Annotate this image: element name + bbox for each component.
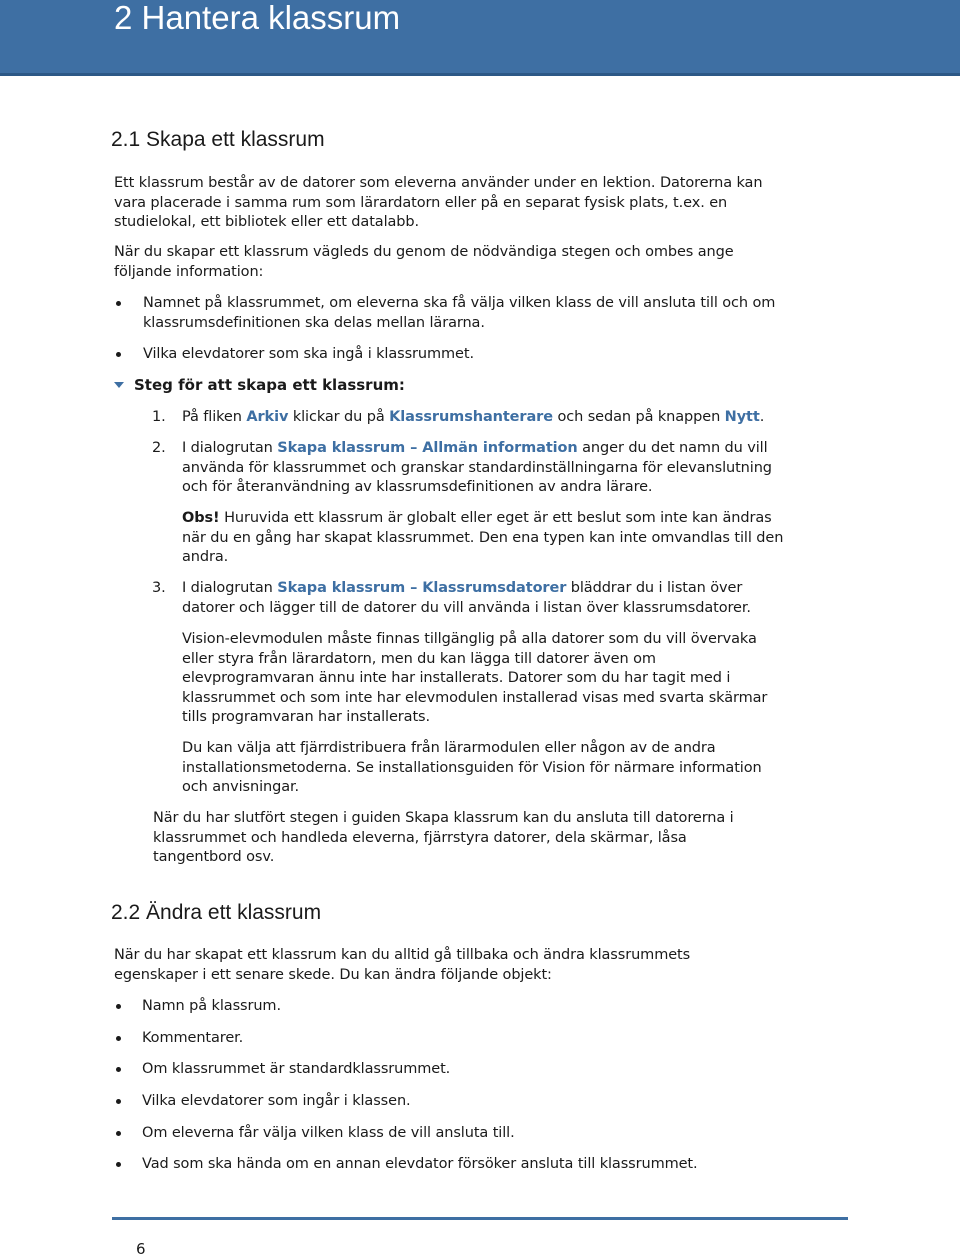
text-line: Ett klassrum består av de datorer som eleverna använder under en lektion. Datorerna kan (114, 175, 763, 191)
text-line: Vision-elevmodulen måste finnas tillgänglig på alla datorer som du vill övervaka (182, 631, 757, 647)
bullet-icon (116, 1004, 121, 1009)
chapter-title: 2 Hantera klassrum (114, 0, 401, 36)
text-line: När du skapar ett klassrum vägleds du genom de nödvändiga stegen och ombes ange (114, 244, 734, 260)
text-line: klassrummet och handleda eleverna, fjärrstyra datorer, dela skärmar, låsa (153, 829, 687, 846)
step-text: Huruvida ett klassrum är globalt eller eget är ett beslut som inte kan ändras (219, 510, 772, 526)
ui-term-klassrumshanterare: Klassrumshanterare (389, 409, 553, 425)
list-item: Vilka elevdatorer som ingår i klassen. (142, 1093, 411, 1109)
ui-term-arkiv: Arkiv (246, 409, 289, 425)
obs-label: Obs! (182, 510, 220, 526)
section-title-2-2: 2.2 Ändra ett klassrum (111, 901, 322, 924)
text-line: andra. (182, 549, 229, 565)
text-line (182, 439, 862, 459)
text-line: tangentbord osv. (153, 849, 275, 865)
text-line: Du kan välja att fjärrdistribuera från lärarmodulen eller någon av de andra (182, 740, 716, 756)
step-text: . (759, 409, 765, 425)
bullet-icon (116, 1036, 121, 1041)
step-2-note (182, 509, 862, 568)
ui-term-nytt: Nytt (724, 409, 760, 425)
text-line: klassrumsdefinitionen ska delas mellan lärarna. (143, 314, 485, 331)
bullet-icon (116, 1162, 121, 1167)
page-number: 6 (136, 1240, 146, 1258)
section1-paragraph-1 (114, 174, 854, 233)
text-line: När du har slutfört stegen i guiden Skapa klassrum kan du ansluta till datorerna i (153, 810, 734, 826)
bullet-icon (116, 1131, 121, 1136)
text-line: eller styra från lärardatorn, men du kan lägga till datorer även om (182, 650, 656, 667)
text-line: elevprogramvaran ännu inte har installerats. Datorer som du har tagit med i (182, 670, 731, 686)
text-line (182, 509, 862, 529)
bullet-icon (116, 352, 121, 357)
text-line: När du har skapat ett klassrum kan du alltid gå tillbaka och ändra klassrummets (114, 947, 691, 963)
text-line: studielokal, ett bibliotek eller ett datalabb. (114, 214, 419, 230)
step-text: och sedan på knappen (552, 409, 725, 425)
ui-term-dialog-datorer: Skapa klassrum – Klassrumsdatorer (277, 580, 567, 596)
list-item: Om eleverna får välja vilken klass de vill ansluta till. (142, 1125, 515, 1141)
section2-intro (114, 946, 854, 985)
step-3 (182, 579, 862, 618)
text-line: när du en gång har skapat klassrummet. Den ena typen kan inte omvandlas till den (182, 529, 784, 546)
bullet-icon (116, 301, 121, 306)
text-line: använda för klassrummet och granskar standardinställningarna för elevanslutning (182, 459, 772, 476)
section-title-2-1: 2.1 Skapa ett klassrum (111, 128, 325, 151)
bullet-icon (116, 1099, 121, 1104)
text-line: följande information: (114, 263, 264, 280)
text-line: tills programvaran har installerats. (182, 709, 431, 725)
step-text: klickar du på (288, 409, 390, 425)
step-2 (182, 439, 862, 498)
list-item: Namn på klassrum. (142, 998, 281, 1014)
step-text: bläddrar du i listan över (566, 580, 743, 596)
step-1 (182, 408, 862, 428)
list-item (143, 345, 863, 365)
text-line: och för återanvändning av klassrumsdefinitionen av andra lärare. (182, 479, 653, 495)
steps-heading[interactable]: Steg för att skapa ett klassrum: (134, 376, 405, 394)
text-line: installationsmetoderna. Se installationsguiden för Vision för närmare information (182, 759, 762, 776)
text-line (182, 579, 862, 599)
text-line: klassrummet och som inte har elevmodulen installerad visas med svarta skärmar (182, 689, 768, 706)
list-item: Vad som ska hända om en annan elevdator försöker ansluta till klassrummet. (142, 1156, 698, 1172)
step-text: I dialogrutan (182, 580, 278, 596)
text-line: Vilka elevdatorer som ska ingå i klassrummet. (143, 346, 474, 362)
text-line: vara placerade i samma rum som lärardatorn eller på en separat fysisk plats, t.ex. en (114, 194, 728, 211)
text-line: datorer och lägger till de datorer du vill använda i listan över klassrumsdatorer. (182, 599, 751, 616)
text-line: Namnet på klassrummet, om eleverna ska få välja vilken klass de vill ansluta till och om (143, 295, 776, 311)
ui-term-dialog-allman: Skapa klassrum – Allmän information (277, 440, 578, 456)
step-number: 2. (152, 440, 166, 456)
closing-paragraph (153, 809, 853, 868)
step-text: I dialogrutan (182, 440, 278, 456)
bullet-icon (116, 1067, 121, 1072)
list-item: Om klassrummet är standardklassrummet. (142, 1061, 451, 1077)
step-3-note-1 (182, 630, 862, 728)
step-3-note-2 (182, 739, 862, 798)
text-line: och anvisningar. (182, 779, 300, 795)
list-item: Kommentarer. (142, 1030, 244, 1046)
chapter-banner (0, 0, 960, 76)
list-item (143, 294, 863, 333)
step-text: anger du det namn du vill (577, 440, 768, 456)
step-number: 1. (152, 409, 166, 425)
text-line: egenskaper i ett senare skede. Du kan ändra följande objekt: (114, 966, 552, 983)
collapse-triangle-icon[interactable] (114, 382, 124, 388)
footer-divider (112, 1217, 848, 1220)
step-text: På fliken (182, 409, 247, 425)
section1-paragraph-2 (114, 243, 854, 282)
step-number: 3. (152, 580, 166, 596)
